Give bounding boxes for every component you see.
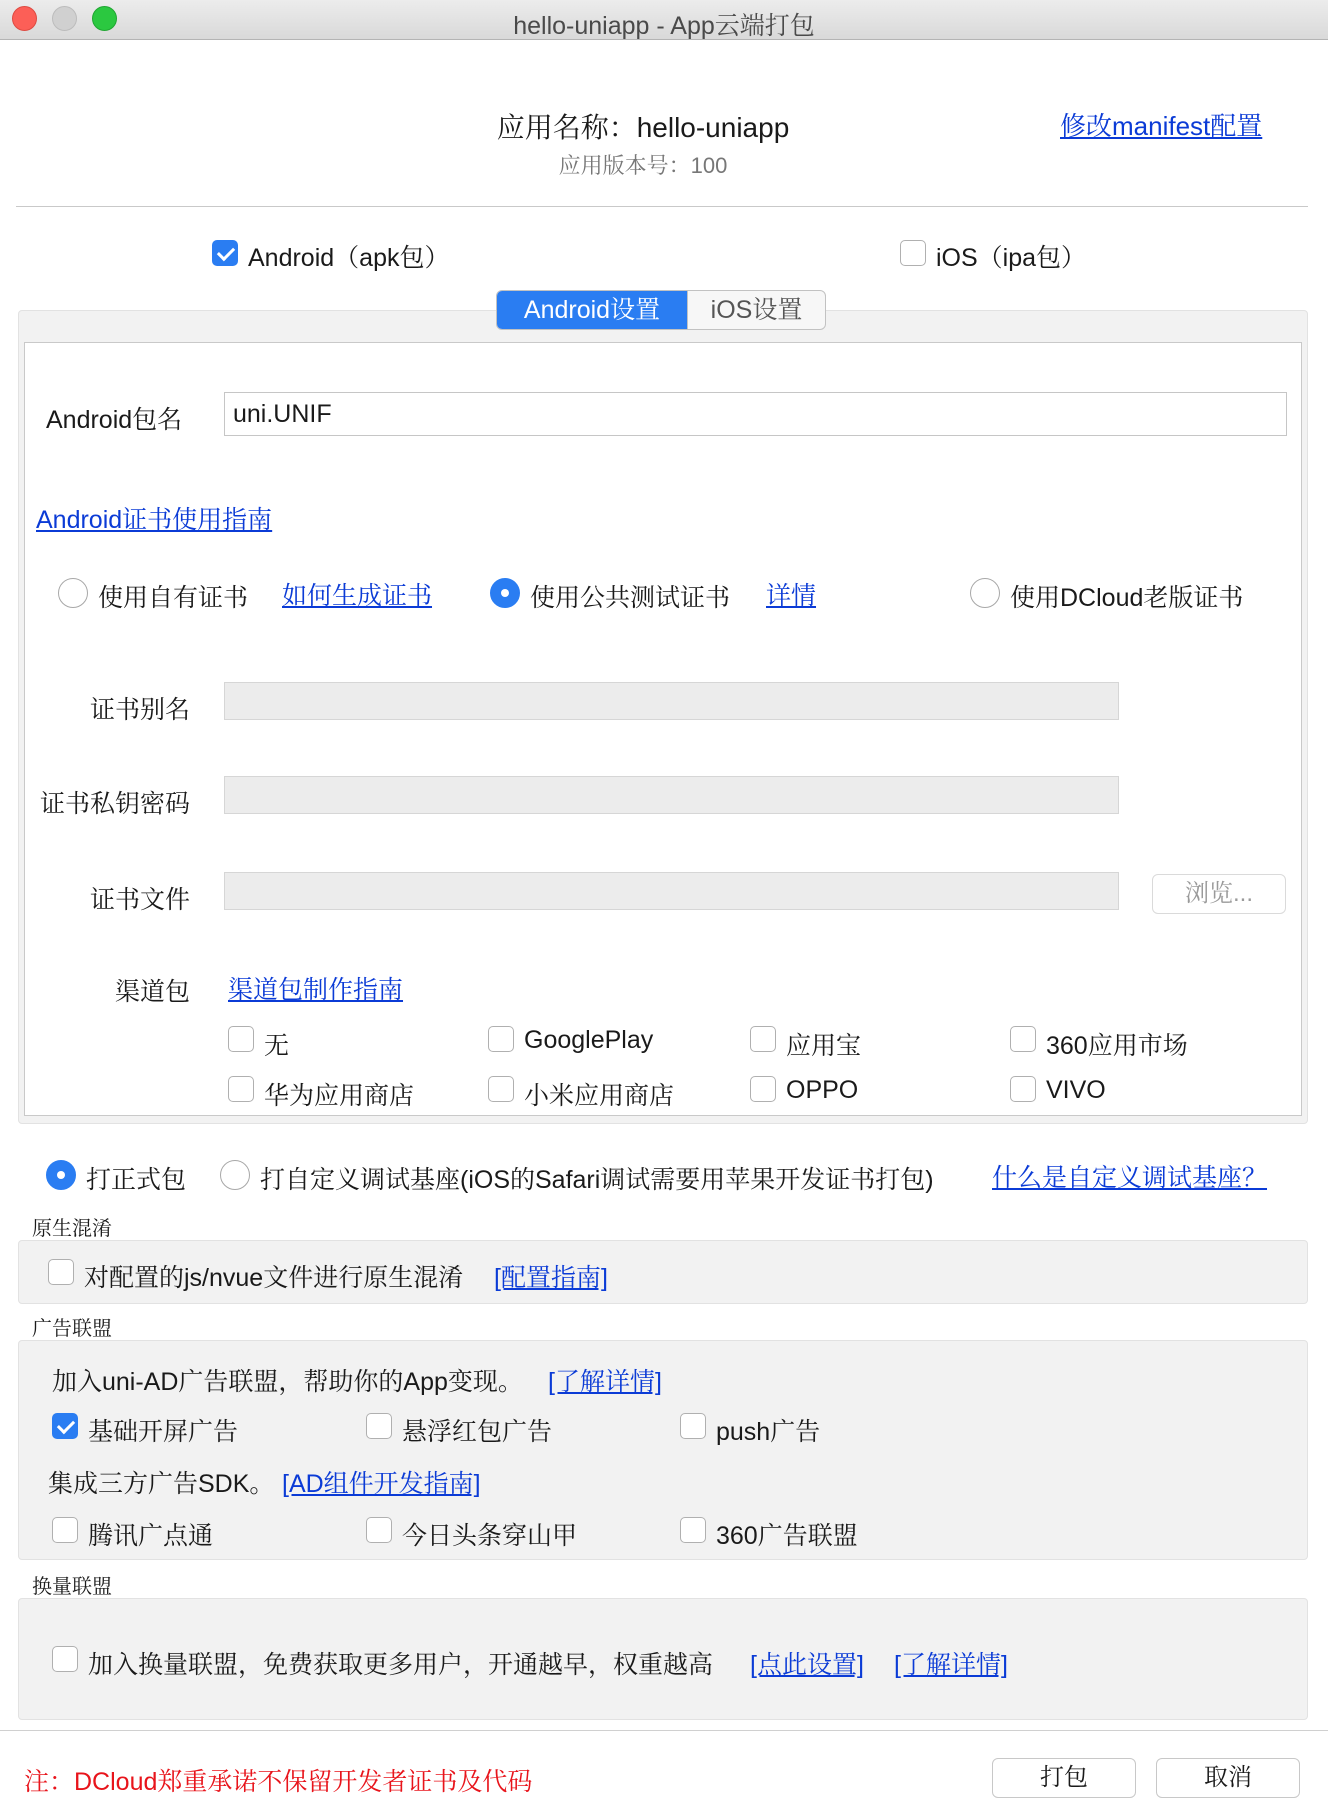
toutiao-ad-label: 今日头条穿山甲 [402, 1522, 578, 1550]
how-to-generate-cert-link[interactable]: 如何生成证书 [282, 582, 433, 610]
window-title: hello-uniapp - App云端打包 [513, 12, 815, 40]
app-name: 应用名称：hello-uniapp [496, 112, 790, 143]
channel-checkbox[interactable] [228, 1076, 254, 1102]
custom-base-label: 打自定义调试基座(iOS的Safari调试需要用苹果开发证书打包) [260, 1166, 934, 1194]
own-cert-label: 使用自有证书 [98, 584, 249, 612]
cert-details-link[interactable]: 详情 [766, 582, 817, 610]
channel-label-huawei: 华为应用商店 [264, 1082, 415, 1110]
push-ad-checkbox[interactable] [680, 1413, 706, 1439]
channel-label-vivo: VIVO [1046, 1076, 1106, 1104]
edit-manifest-link[interactable]: 修改manifest配置 [1060, 111, 1263, 141]
public-test-cert-label: 使用公共测试证书 [530, 584, 731, 612]
channel-checkbox[interactable] [750, 1026, 776, 1052]
exchange-setup-link[interactable]: [点此设置] [750, 1651, 864, 1679]
obfuscation-label: 对配置的js/nvue文件进行原生混淆 [84, 1264, 464, 1292]
obfuscation-section-title: 原生混淆 [32, 1218, 112, 1240]
redpacket-ad-checkbox[interactable] [366, 1413, 392, 1439]
obfuscation-checkbox[interactable] [48, 1259, 74, 1285]
window-titlebar [0, 0, 1328, 40]
ad360-checkbox[interactable] [680, 1517, 706, 1543]
app-version: 应用版本号：100 [558, 153, 728, 178]
channel-checkbox[interactable] [228, 1026, 254, 1052]
exchange-checkbox[interactable] [52, 1646, 78, 1672]
pack-button[interactable]: 打包 [992, 1758, 1136, 1798]
ads-intro: 加入uni-AD广告联盟，帮助你的App变现。 [52, 1368, 523, 1396]
package-name-input[interactable] [224, 392, 1287, 436]
android-settings-pane [24, 342, 1302, 1116]
redpacket-ad-label: 悬浮红包广告 [402, 1418, 553, 1446]
cert-file-input [224, 872, 1119, 910]
formal-build-label: 打正式包 [86, 1166, 187, 1194]
cert-password-label: 证书私钥密码 [39, 790, 190, 818]
tencent-ad-checkbox[interactable] [52, 1517, 78, 1543]
exchange-section-title: 换量联盟 [32, 1576, 112, 1598]
tencent-ad-label: 腾讯广点通 [88, 1522, 214, 1550]
obfuscation-guide-link[interactable]: [配置指南] [494, 1264, 608, 1292]
legacy-cert-radio[interactable] [970, 578, 1000, 608]
cert-password-input [224, 776, 1119, 814]
channel-label-none: 无 [264, 1032, 290, 1060]
cert-alias-input [224, 682, 1119, 720]
browse-button: 浏览... [1152, 874, 1286, 914]
channel-label-360: 360应用市场 [1046, 1032, 1188, 1060]
divider [16, 206, 1308, 207]
channel-checkbox[interactable] [1010, 1076, 1036, 1102]
ad-sdk-guide-link[interactable]: [AD组件开发指南] [282, 1470, 481, 1498]
security-notice: 注：DCloud郑重承诺不保留开发者证书及代码 [24, 1768, 533, 1796]
tab-ios-settings[interactable]: iOS设置 [687, 291, 825, 329]
legacy-cert-label: 使用DCloud老版证书 [1010, 584, 1244, 612]
channel-checkbox[interactable] [488, 1026, 514, 1052]
channel-label-googleplay: GooglePlay [524, 1026, 654, 1054]
cert-alias-label: 证书别名 [89, 696, 190, 724]
cert-file-label: 证书文件 [89, 886, 190, 914]
ad-sdk-intro: 集成三方广告SDK。 [48, 1470, 275, 1498]
ads-details-link[interactable]: [了解详情] [548, 1368, 662, 1396]
channel-guide-link[interactable]: 渠道包制作指南 [228, 976, 404, 1004]
own-cert-radio[interactable] [58, 578, 88, 608]
splash-ad-label: 基础开屏广告 [88, 1418, 239, 1446]
splash-ad-checkbox[interactable] [52, 1413, 78, 1439]
channel-label-xiaomi: 小米应用商店 [524, 1082, 675, 1110]
ios-platform-checkbox[interactable] [900, 240, 926, 266]
exchange-details-link[interactable]: [了解详情] [894, 1651, 1008, 1679]
tab-switcher [496, 290, 826, 330]
tab-android-settings[interactable]: Android设置 [497, 291, 687, 329]
footer-divider [0, 1730, 1328, 1731]
cancel-button[interactable]: 取消 [1156, 1758, 1300, 1798]
ads-section-title: 广告联盟 [32, 1318, 112, 1340]
custom-base-radio[interactable] [220, 1160, 250, 1190]
package-name-label: Android包名 [46, 406, 183, 434]
android-cert-guide-link[interactable]: Android证书使用指南 [36, 506, 273, 534]
channel-label: 渠道包 [114, 978, 190, 1006]
channel-checkbox[interactable] [488, 1076, 514, 1102]
android-platform-label: Android（apk包） [248, 244, 450, 272]
ios-platform-label: iOS（ipa包） [936, 244, 1087, 272]
what-is-custom-base-link[interactable]: 什么是自定义调试基座？ [992, 1164, 1268, 1192]
toutiao-ad-checkbox[interactable] [366, 1517, 392, 1543]
channel-checkbox[interactable] [1010, 1026, 1036, 1052]
public-test-cert-radio[interactable] [490, 578, 520, 608]
channel-label-yingyongbao: 应用宝 [786, 1032, 862, 1060]
channel-label-oppo: OPPO [786, 1076, 859, 1104]
exchange-label: 加入换量联盟，免费获取更多用户，开通越早，权重越高 [88, 1651, 714, 1679]
formal-build-radio[interactable] [46, 1160, 76, 1190]
channel-checkbox[interactable] [750, 1076, 776, 1102]
push-ad-label: push广告 [716, 1418, 821, 1446]
android-platform-checkbox[interactable] [212, 240, 238, 266]
ad360-label: 360广告联盟 [716, 1522, 858, 1550]
